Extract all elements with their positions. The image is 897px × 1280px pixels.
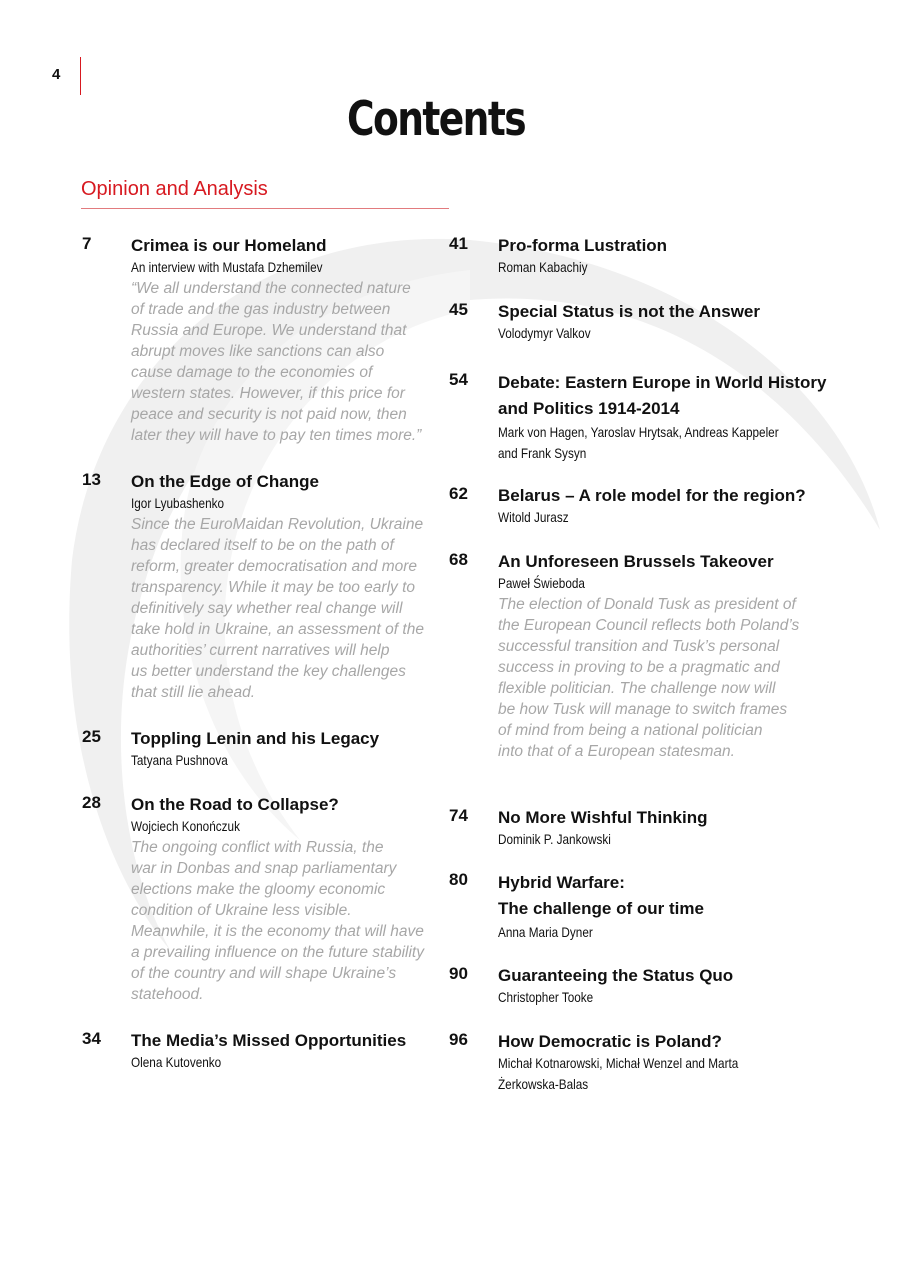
toc-entry-page-number: 74 (449, 806, 468, 825)
toc-entry-page-number: 34 (82, 1029, 101, 1048)
toc-entry-title[interactable]: Special Status is not the Answer (498, 302, 760, 321)
toc-entry-title[interactable]: Pro-forma Lustration (498, 236, 668, 255)
toc-entry-title[interactable]: No More Wishful Thinking (498, 808, 708, 827)
toc-entry-title[interactable]: Guaranteeing the Status Quo (498, 966, 734, 985)
toc-entry-page-number: 90 (449, 964, 468, 983)
toc-entry-author: An interview with Mustafa Dzhemilev (131, 259, 323, 275)
toc-entry-author: Christopher Tooke (498, 989, 594, 1005)
toc-entry-abstract: “We all understand the connected nature of trade and the gas industry between Russia and Europe. We understand that abrupt moves like sanctions can also cause damage to the economies of western states. However, if this price for peace and security is not paid now, then later they will have to pay ten times more.” (131, 280, 422, 444)
toc-entry-page-number: 25 (82, 727, 101, 746)
toc-entry-abstract: Since the EuroMaidan Revolution, Ukraine has declared itself to be on the path of reform, greater democratisation and more transparency. While it may be too early to definitively say whether real change will take hold in Ukraine, an assessment of the authorities’ current narratives will help us better understand the key challenges that still lie ahead. (131, 516, 424, 701)
toc-entry-page-number: 7 (82, 234, 92, 253)
toc-entry-abstract: The election of Donald Tusk as president of the European Council reflects both Poland’s successful transition and Tusk’s personal success in proving to be a pragmatic and flexible politician. The challenge now will be how Tusk will manage to switch frames of mind from being a national politician into that of a European statesman. (498, 596, 800, 760)
toc-entry-page-number: 62 (449, 484, 468, 503)
page-title: Contents (347, 92, 525, 147)
toc-entry-author: Mark von Hagen, Yaroslav Hrytsak, Andreas Kappeler and Frank Sysyn (498, 424, 779, 461)
toc-entry-page-number: 45 (449, 300, 468, 319)
toc-entry-author: Igor Lyubashenko (131, 495, 225, 511)
toc-entry-page-number: 68 (449, 550, 468, 569)
toc-entry-page-number: 13 (82, 470, 101, 489)
toc-entry-author: Volodymyr Valkov (498, 325, 591, 341)
toc-entry-abstract: The ongoing conflict with Russia, the war in Donbas and snap parliamentary elections make the gloomy economic condition of Ukraine less visible. Meanwhile, it is the economy that will have a prevailing influence on the future stability of the country and will shape Ukraine’s statehood. (131, 839, 424, 1003)
toc-entry-author: Witold Jurasz (498, 509, 569, 525)
toc-entry-title[interactable]: Hybrid Warfare: The challenge of our time (498, 873, 704, 918)
toc-entry-page-number: 28 (82, 793, 101, 812)
toc-entry-author: Olena Kutovenko (131, 1054, 222, 1070)
toc-entry-page-number: 80 (449, 870, 468, 889)
toc-entry-author: Tatyana Pushnova (131, 752, 228, 768)
toc-entry-author: Paweł Świeboda (498, 575, 585, 591)
toc-entry-author: Wojciech Konończuk (131, 818, 240, 834)
toc-entry-page-number: 41 (449, 234, 468, 253)
toc-entry-page-number: 96 (449, 1030, 468, 1049)
toc-entry-title[interactable]: Debate: Eastern Europe in World History and Politics 1914-2014 (498, 373, 827, 418)
toc-entry-title[interactable]: How Democratic is Poland? (498, 1032, 722, 1051)
toc-entry-title[interactable]: On the Edge of Change (131, 472, 319, 491)
section-divider (81, 208, 449, 209)
toc-entry-author: Dominik P. Jankowski (498, 831, 611, 847)
toc-entry-author: Anna Maria Dyner (498, 924, 593, 940)
toc-entry-title[interactable]: The Media’s Missed Opportunities (131, 1031, 407, 1050)
toc-entry-author: Michał Kotnarowski, Michał Wenzel and Marta Żerkowska-Balas (498, 1055, 739, 1092)
toc-entry-title[interactable]: An Unforeseen Brussels Takeover (498, 552, 774, 571)
page-number-divider (80, 57, 81, 95)
toc-entry-title[interactable]: Toppling Lenin and his Legacy (131, 729, 380, 748)
section-heading: Opinion and Analysis (81, 178, 268, 200)
toc-entry-page-number: 54 (449, 370, 468, 389)
toc-entry-title[interactable]: Crimea is our Homeland (131, 236, 327, 255)
toc-entry-author: Roman Kabachiy (498, 259, 588, 275)
page-number: 4 (52, 66, 61, 83)
toc-entry-title[interactable]: On the Road to Collapse? (131, 795, 339, 814)
toc-entry-title[interactable]: Belarus – A role model for the region? (498, 486, 806, 505)
